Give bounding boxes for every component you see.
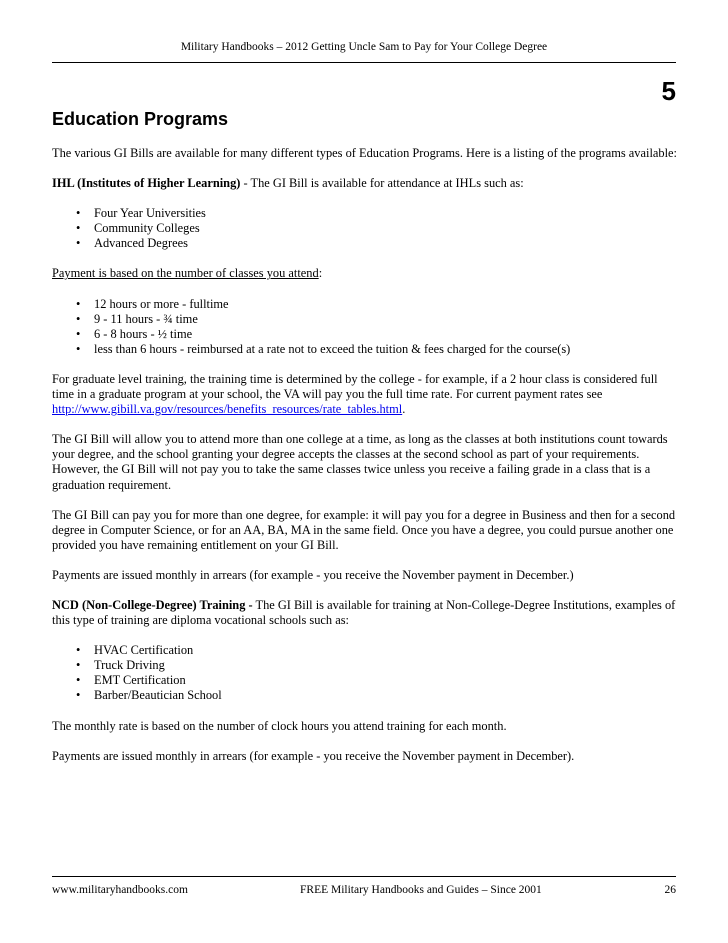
main-content (52, 146, 677, 779)
list-item: • Barber/Beautician School (76, 688, 222, 703)
list-item: • Four Year Universities (76, 206, 206, 221)
multiple-colleges-paragraph: The GI Bill will allow you to attend more than one college at a time, as long as the classes at both institutions count towards your degree, and the school granting your degree accepts the classes at the second school as part of your requirements. However, the GI Bill will not pay you to take the same classes twice unless you receive a failing grade in a class that is a graduation requirement. (52, 432, 668, 492)
ncd-text: The GI Bill is available for training at Non-College-Degree Institutions, examples of this type of training are diploma vocational schools such as: (52, 597, 676, 628)
bullet-icon: • (76, 673, 81, 688)
arrears-paragraph-2: Payments are issued monthly in arrears (for example - you receive the November payment in December). (52, 748, 575, 763)
intro-paragraph: The various GI Bills are available for many different types of Education Programs. Here is a listing of the programs available: (52, 146, 677, 160)
ncd-label: NCD (Non-College-Degree) Training - (52, 597, 253, 612)
bullet-icon: • (76, 688, 81, 703)
payment-list (52, 297, 677, 357)
footer-tagline: FREE Military Handbooks and Guides – Since 2001 (300, 884, 542, 896)
bullet-icon: • (76, 643, 81, 658)
ihl-paragraph (52, 176, 677, 191)
list-item: • Community Colleges (76, 221, 200, 236)
bullet-icon: • (76, 326, 81, 341)
rate-tables-link[interactable]: http://www.gibill.va.gov/resources/benefits_resources/rate_tables.html (52, 402, 403, 417)
list-item: • 9 - 11 hours - ¾ time (76, 311, 198, 326)
list-item: • EMT Certification (76, 673, 186, 688)
multiple-degrees-paragraph: The GI Bill can pay you for more than one degree, for example: it will pay you for a degree in Business and then for a second degree in Computer Science, or for an AA, BA, MA in the same field. Once you have a degree, you could pursue another one provided you have remaining entitlement on your GI Bill. (52, 507, 676, 552)
list-item: • Advanced Degrees (76, 236, 188, 251)
ihl-text: - The GI Bill is available for attendance at IHLs such as: (240, 176, 524, 191)
bullet-icon: • (76, 658, 81, 673)
graduate-paragraph: For graduate level training, the training time is determined by the college - for example, if a 2 hour class is considered full time in a graduate program at your school, the VA will pay you the full time rate. For current payment rates see http://www.gibill.va.gov/resources/benefits_resources/rate_tables.html. (52, 371, 658, 417)
bullet-icon: • (76, 236, 81, 251)
arrears-paragraph-1: Payments are issued monthly in arrears (for example - you receive the November payment in December.) (52, 567, 574, 582)
header-rule (52, 62, 676, 63)
payment-heading: Payment is based on the number of classes you attend: (52, 266, 323, 281)
bullet-icon: • (76, 221, 81, 236)
payment-underlined: Payment is based on the number of classes you attend (52, 266, 319, 281)
running-header: Military Handbooks – 2012 Getting Uncle Sam to Pay for Your College Degree (180, 41, 548, 53)
footer-website: www.militaryhandbooks.com (52, 884, 188, 896)
chapter-number: 5 (661, 76, 676, 106)
bullet-icon: • (76, 206, 81, 221)
list-item: • less than 6 hours - reimbursed at a rate not to exceed the tuition & fees charged for the course(s) (76, 341, 571, 356)
ncd-list (52, 643, 677, 703)
footer-rule (52, 876, 676, 877)
page-title: Education Programs (52, 109, 229, 129)
monthly-rate-paragraph: The monthly rate is based on the number of clock hours you attend training for each month. (52, 718, 507, 733)
list-item: • HVAC Certification (76, 643, 194, 658)
ncd-paragraph (52, 598, 677, 628)
bullet-icon: • (76, 296, 81, 311)
page-number: 26 (664, 884, 676, 896)
bullet-icon: • (76, 341, 81, 356)
bullet-icon: • (76, 311, 81, 326)
list-item: • Truck Driving (76, 658, 165, 673)
list-item: • 12 hours or more - fulltime (76, 296, 229, 311)
ihl-label: IHL (Institutes of Higher Learning) (52, 176, 241, 191)
list-item: • 6 - 8 hours - ½ time (76, 326, 193, 341)
ihl-list (52, 206, 677, 251)
